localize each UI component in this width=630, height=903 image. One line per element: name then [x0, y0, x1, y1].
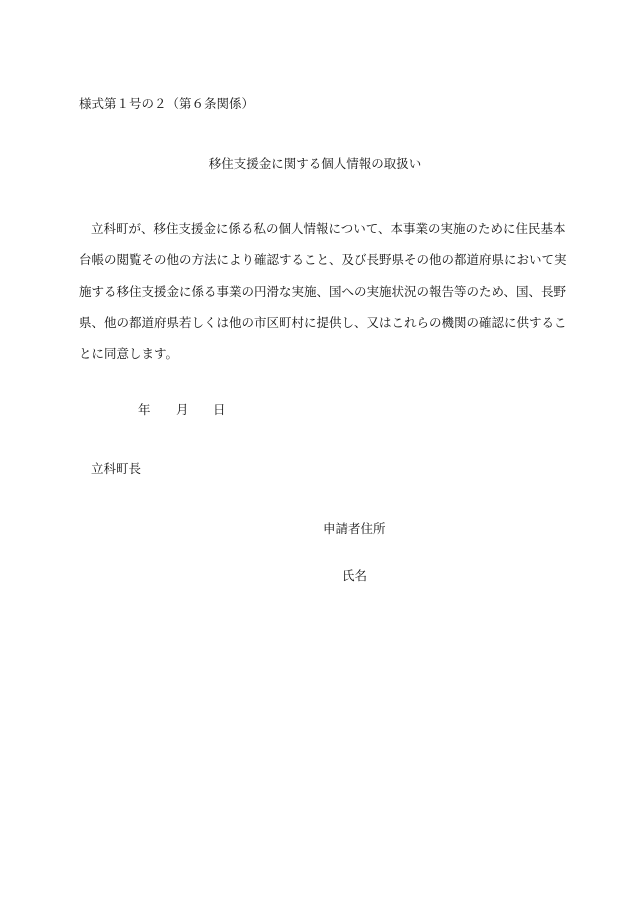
addressee: 立科町長 — [91, 461, 142, 476]
paragraph-line: 台帳の閲覧その他の方法により確認すること、及び長野県その他の都道府県において実 — [79, 252, 567, 267]
document-title: 移住支援金に関する個人情報の取扱い — [208, 156, 422, 171]
month-label: 月 — [176, 402, 189, 417]
paragraph-line: 施する移住支援金に係る事業の円滑な実施、国への実施状況の報告等のため、国、長野 — [79, 284, 567, 299]
year-label: 年 — [138, 402, 151, 417]
paragraph-line: 立科町が、移住支援金に係る私の個人情報について、本事業の実施のために住民基本 — [91, 221, 566, 236]
applicant-address-label: 申請者住所 — [323, 521, 386, 536]
paragraph-line: とに同意します。 — [79, 346, 179, 361]
paragraph-line: 県、他の都道府県若しくは他の市区町村に提供し、又はこれらの機関の確認に供するこ — [79, 315, 567, 330]
form-number: 様式第１号の２（第６条関係） — [79, 96, 255, 111]
day-label: 日 — [213, 402, 226, 417]
applicant-name-label: 氏名 — [342, 568, 368, 583]
